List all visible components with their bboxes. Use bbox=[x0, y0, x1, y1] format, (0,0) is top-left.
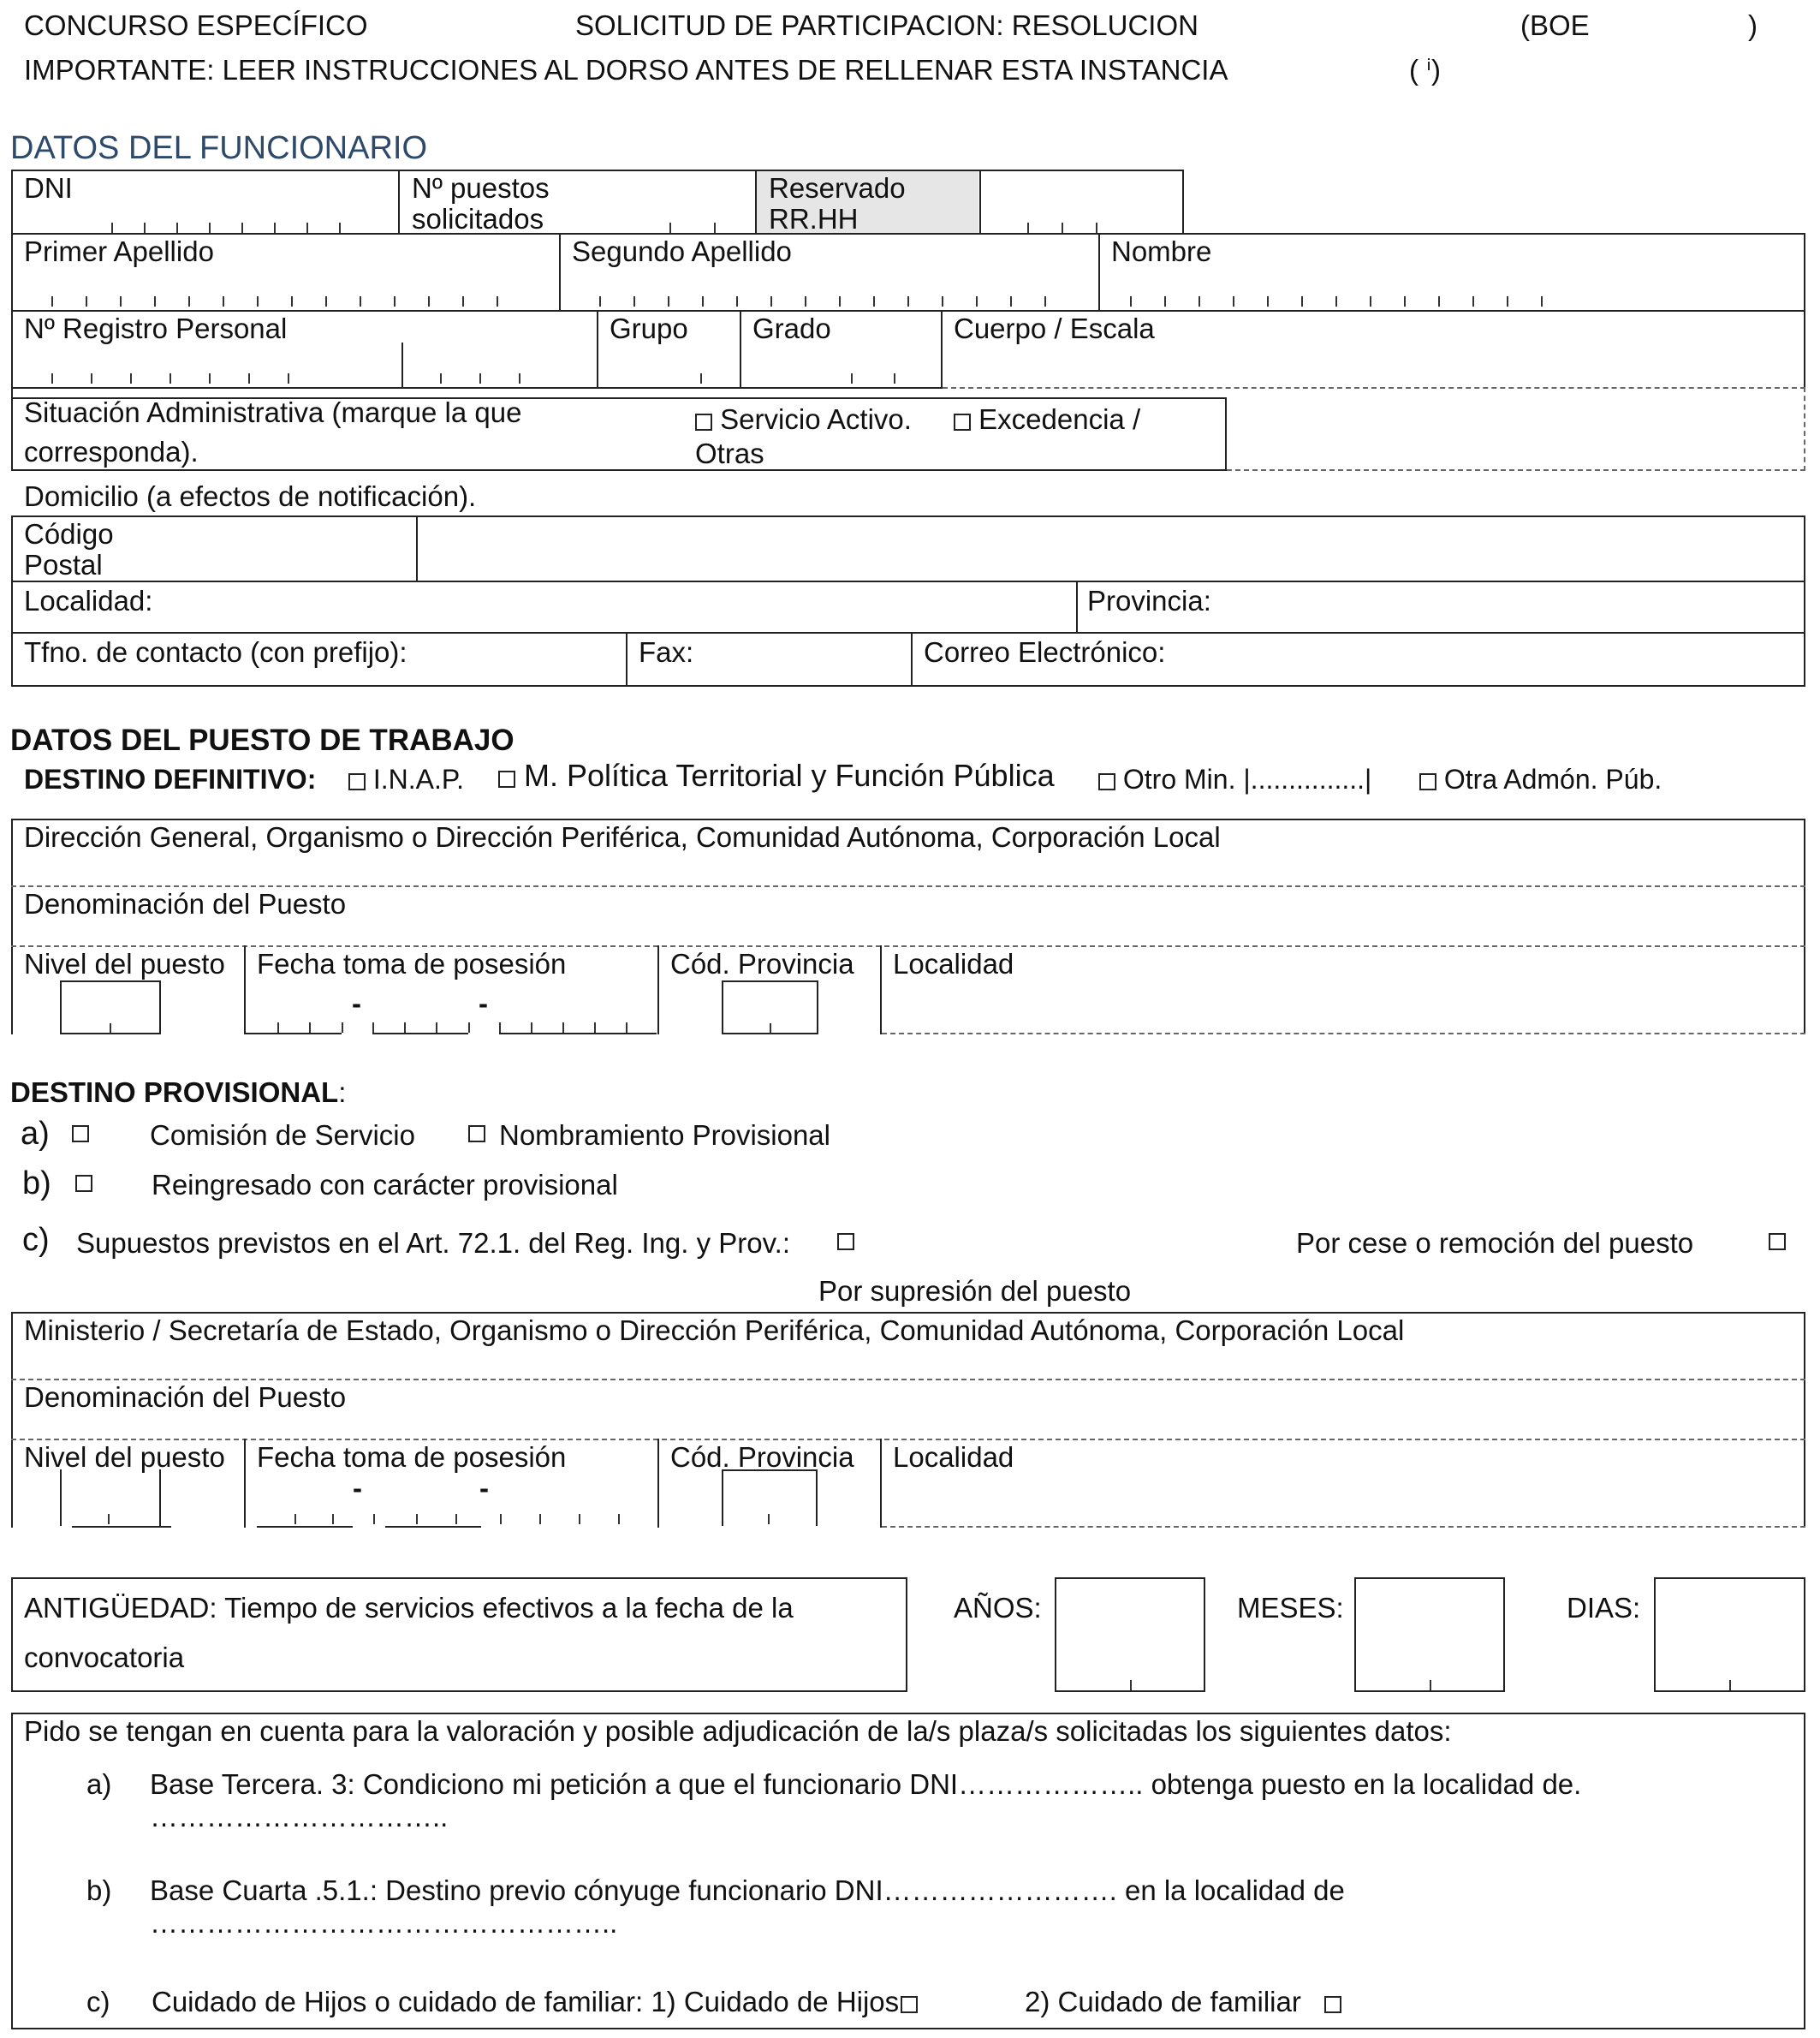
otra-admon-label: Otra Admón. Púb. bbox=[1443, 764, 1662, 795]
telefono-label: Tfno. de contacto (con prefijo): bbox=[24, 636, 407, 668]
otro-min-checkbox[interactable] bbox=[1098, 773, 1115, 790]
grado-input[interactable] bbox=[851, 373, 894, 385]
fecha-dash-1: - bbox=[352, 987, 361, 1019]
fecha-provisional-label: Fecha toma de posesión bbox=[257, 1441, 567, 1473]
reservado-label: Reservado bbox=[769, 172, 906, 204]
otras-label: Otras bbox=[695, 438, 764, 469]
peticion-a-label: a) bbox=[86, 1768, 112, 1800]
inap-label: I.N.A.P. bbox=[372, 764, 465, 795]
nombre-input[interactable] bbox=[1130, 296, 1592, 308]
reingresado-label: Reingresado con carácter provisional bbox=[152, 1169, 618, 1201]
antiguedad-label-2: convocatoria bbox=[24, 1642, 185, 1673]
peticion-b-text: Base Cuarta .5.1.: Destino previo cónyuge funcionario DNI……………………. en la localidad de bbox=[150, 1874, 1345, 1906]
segundo-apellido-label: Segundo Apellido bbox=[572, 235, 792, 267]
ministerio-label: M. Política Territorial y Función Pública bbox=[524, 758, 1055, 793]
registro-input[interactable] bbox=[51, 373, 565, 385]
cod-provincia-provisional-label: Cód. Provincia bbox=[670, 1441, 854, 1473]
inap-checkbox[interactable] bbox=[348, 773, 366, 790]
nivel-input[interactable] bbox=[60, 980, 161, 1034]
localidad-provisional-label: Localidad bbox=[893, 1441, 1014, 1473]
correo-label: Correo Electrónico: bbox=[924, 636, 1166, 668]
cuidado-hijos-checkbox[interactable] bbox=[901, 1996, 918, 2013]
puesto-section-title: DATOS DEL PUESTO DE TRABAJO bbox=[10, 724, 514, 757]
importante-notice: IMPORTANTE: LEER INSTRUCCIONES AL DORSO ANTES DE RELLENAR ESTA INSTANCIA bbox=[24, 54, 1228, 86]
codigo-postal-label: Código bbox=[24, 518, 114, 550]
nombramiento-label: Nombramiento Provisional bbox=[499, 1119, 830, 1151]
fecha-input[interactable] bbox=[246, 985, 658, 1034]
nombre-label: Nombre bbox=[1111, 235, 1212, 267]
segundo-apellido-input[interactable] bbox=[599, 296, 1079, 308]
option-b-label: b) bbox=[22, 1165, 51, 1201]
meses-label: MESES: bbox=[1237, 1592, 1344, 1624]
footnote-mark: ( ⁱ) bbox=[1409, 54, 1442, 86]
num-puestos-label: Nº puestos bbox=[412, 172, 550, 204]
concurso-title: CONCURSO ESPECÍFICO bbox=[24, 9, 368, 41]
dni-label: DNI bbox=[24, 172, 73, 204]
comision-checkbox[interactable] bbox=[72, 1125, 89, 1142]
provincia-label: Provincia: bbox=[1087, 585, 1211, 617]
peticion-intro: Pido se tengan en cuenta para la valoración y posible adjudicación de la/s plaza/s solicitadas los siguientes datos: bbox=[24, 1715, 1452, 1747]
peticion-box bbox=[11, 1713, 1805, 2029]
inap-option[interactable] bbox=[348, 764, 464, 795]
nombramiento-checkbox[interactable] bbox=[468, 1125, 485, 1142]
reingresado-checkbox[interactable] bbox=[75, 1175, 92, 1192]
servicio-activo-checkbox[interactable] bbox=[695, 414, 712, 431]
cod-provincia-provisional-input[interactable] bbox=[722, 1469, 818, 1528]
domicilio-label: Domicilio (a efectos de notificación). bbox=[24, 480, 477, 512]
fecha-label: Fecha toma de posesión bbox=[257, 948, 567, 980]
solicitud-title: SOLICITUD DE PARTICIPACION: RESOLUCION bbox=[575, 9, 1198, 41]
localidad-puesto-label: Localidad bbox=[893, 948, 1014, 980]
cuerpo-label: Cuerpo / Escala bbox=[954, 313, 1155, 344]
otra-admon-option[interactable] bbox=[1419, 764, 1662, 795]
denominacion-provisional-label: Denominación del Puesto bbox=[24, 1381, 347, 1413]
cod-provincia-input[interactable] bbox=[722, 980, 818, 1034]
grupo-input[interactable] bbox=[700, 373, 717, 385]
servicio-activo-label: Servicio Activo. bbox=[720, 403, 912, 435]
dias-label: DIAS: bbox=[1567, 1592, 1641, 1624]
ministerio-checkbox[interactable] bbox=[498, 771, 515, 788]
por-cese-checkbox[interactable] bbox=[1769, 1233, 1786, 1250]
peticion-b-dots: ………………………………………….. bbox=[150, 1907, 618, 1939]
registro-label: Nº Registro Personal bbox=[24, 313, 288, 344]
otro-min-label: Otro Min. |...............| bbox=[1122, 764, 1372, 795]
grado-label: Grado bbox=[752, 313, 831, 344]
destino-definitivo-label: DESTINO DEFINITIVO: bbox=[24, 764, 317, 795]
meses-input[interactable] bbox=[1354, 1577, 1505, 1692]
excedencia-option[interactable] bbox=[954, 404, 1140, 435]
antiguedad-label: ANTIGÜEDAD: Tiempo de servicios efectivos a la fecha de la bbox=[24, 1592, 794, 1624]
supuestos-label: Supuestos previstos en el Art. 72.1. del Reg. Ing. y Prov.: bbox=[76, 1227, 791, 1259]
nivel-provisional-input[interactable] bbox=[60, 1469, 171, 1528]
funcionario-section-title: DATOS DEL FUNCIONARIO bbox=[10, 130, 428, 166]
fax-label: Fax: bbox=[639, 636, 694, 668]
primer-apellido-label: Primer Apellido bbox=[24, 235, 214, 267]
excedencia-label: Excedencia / bbox=[978, 403, 1141, 435]
por-supresion-label: Por supresión del puesto bbox=[818, 1275, 1132, 1307]
peticion-c-text2: 2) Cuidado de familiar bbox=[1025, 1987, 1341, 2017]
num-puestos-input[interactable] bbox=[669, 221, 721, 233]
option-a-label: a) bbox=[21, 1116, 50, 1152]
denominacion-label: Denominación del Puesto bbox=[24, 888, 347, 920]
excedencia-checkbox[interactable] bbox=[954, 414, 971, 431]
ministerio-provisional-label: Ministerio / Secretaría de Estado, Organismo o Dirección Periférica, Comunidad Autónoma, Corporación Local bbox=[24, 1314, 1405, 1346]
boe-open: (BOE bbox=[1520, 9, 1590, 41]
situacion-label-2: corresponda). bbox=[24, 436, 199, 468]
peticion-a-text: Base Tercera. 3: Condiciono mi petición a que el funcionario DNI……………….. obtenga puesto en la localidad de. bbox=[150, 1768, 1582, 1800]
fecha-dash-2: - bbox=[479, 987, 488, 1019]
reservado-input bbox=[1027, 221, 1139, 233]
direccion-general-label: Dirección General, Organismo o Dirección Periférica, Comunidad Autónoma, Corporación Local bbox=[24, 821, 1221, 853]
fecha-provisional-dash-1: - bbox=[353, 1472, 362, 1504]
domicilio-input[interactable] bbox=[419, 519, 1799, 579]
otra-admon-checkbox[interactable] bbox=[1419, 773, 1436, 790]
cod-provincia-label: Cód. Provincia bbox=[670, 948, 854, 980]
primer-apellido-input[interactable] bbox=[51, 296, 548, 308]
nivel-provisional-label: Nivel del puesto bbox=[24, 1441, 225, 1473]
destino-provisional-title: DESTINO PROVISIONAL: bbox=[10, 1076, 347, 1108]
anos-input[interactable] bbox=[1055, 1577, 1205, 1692]
nivel-label: Nivel del puesto bbox=[24, 948, 225, 980]
comision-label: Comisión de Servicio bbox=[150, 1119, 415, 1151]
situacion-label: Situación Administrativa (marque la que bbox=[24, 396, 522, 428]
peticion-c-text: Cuidado de Hijos o cuidado de familiar: 1) Cuidado de Hijos bbox=[152, 1987, 918, 2017]
supuestos-checkbox[interactable] bbox=[837, 1233, 854, 1250]
cuidado-familiar-checkbox[interactable] bbox=[1324, 1996, 1341, 2013]
peticion-b-label: b) bbox=[86, 1874, 112, 1906]
num-puestos-label-2: solicitados bbox=[412, 203, 544, 235]
fecha-provisional-input[interactable] bbox=[257, 1472, 633, 1528]
anos-label: AÑOS: bbox=[954, 1592, 1042, 1624]
peticion-c-label: c) bbox=[86, 1986, 110, 2017]
fecha-provisional-dash-2: - bbox=[479, 1472, 489, 1504]
localidad-label: Localidad: bbox=[24, 585, 153, 617]
option-c-label: c) bbox=[22, 1222, 50, 1258]
dias-input[interactable] bbox=[1654, 1577, 1805, 1692]
boe-close: ) bbox=[1748, 9, 1758, 41]
dni-input[interactable] bbox=[111, 221, 368, 233]
servicio-activo-option[interactable] bbox=[695, 404, 912, 435]
otro-min-option[interactable] bbox=[1098, 764, 1371, 795]
reservado-label-2: RR.HH bbox=[769, 203, 859, 235]
codigo-postal-label-2: Postal bbox=[24, 549, 103, 581]
por-cese-label: Por cese o remoción del puesto bbox=[1296, 1227, 1694, 1259]
grupo-label: Grupo bbox=[610, 313, 688, 344]
peticion-a-dots: ………………………….. bbox=[150, 1801, 449, 1832]
ministerio-option[interactable] bbox=[498, 760, 1055, 791]
